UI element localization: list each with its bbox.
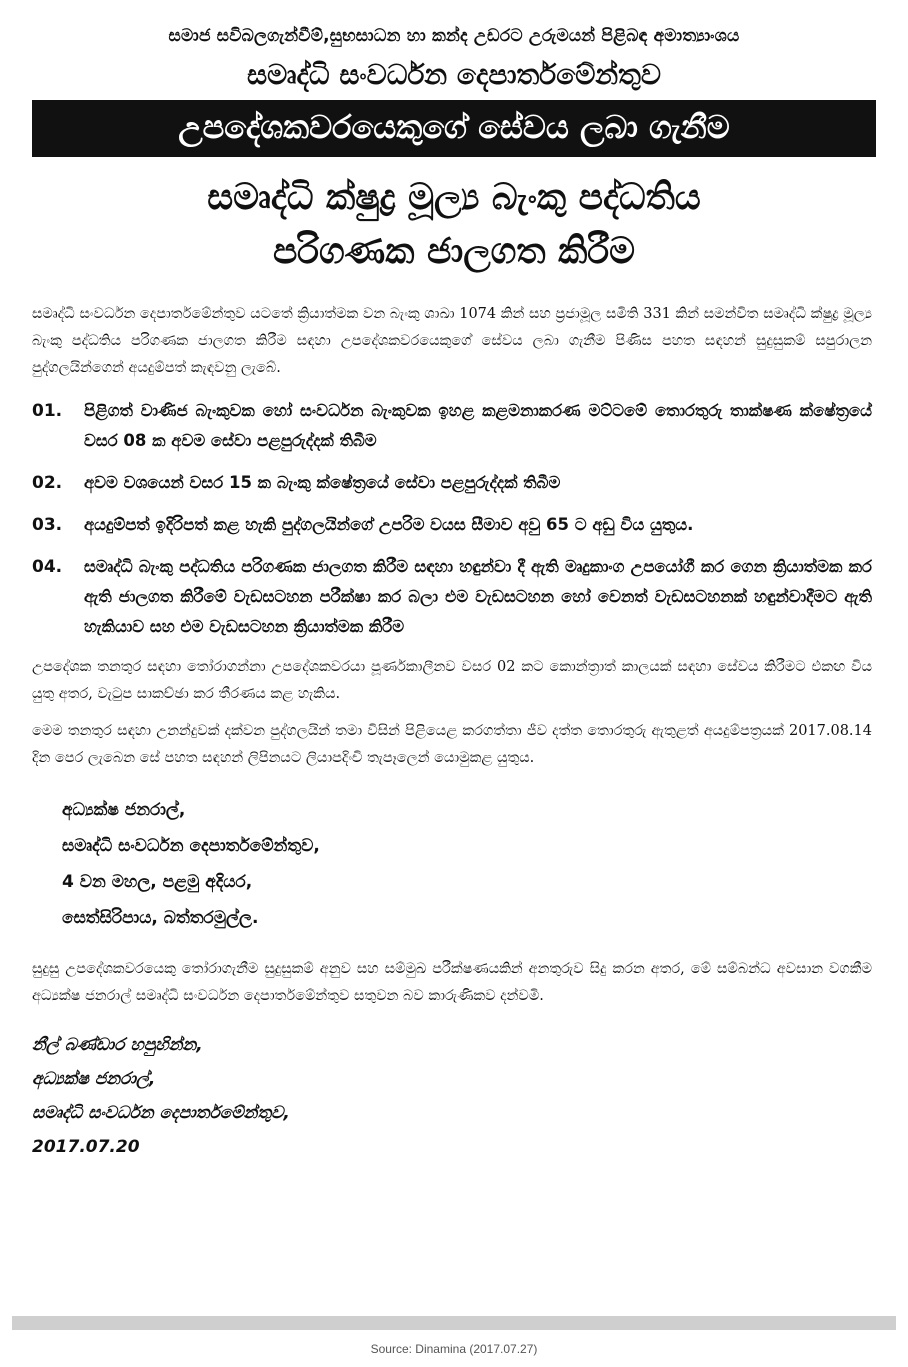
requirement-text: පිළිගත් වාණිජ බැංකුවක හෝ සංවර්ධන බැංකුවක ඉහළ කළමනාකරණ මට්ටමේ තොරතුරු තාක්ෂණ ක්ෂේත්‍රයේ වසර 08 ක අවම සේවා පළපුරුද්දක් තිබීම <box>84 401 872 450</box>
closing-paragraph: සුදුසු උපදේශකවරයෙකු තෝරාගැනීම සුදුසුකම් අනුව සහ සම්මුඛ පරීක්ෂණයකින් අනතුරුව සිදු කරන අතර, මේ සම්බන්ධ අවසාන වගකීම අධ්‍යක්ෂ ජනරාල් සමෘද්ධි සංවර්ධන දෙපාර්තමේන්තුව සතුවන බව කාරුණිකව දන්වමි. <box>32 961 872 1004</box>
department-title: සමෘද්ධි සංවර්ධන දෙපාර්තමේන්තුව <box>246 58 662 91</box>
requirement-number: 03. <box>32 515 63 535</box>
signature-date: 2017.07.20 <box>32 1137 140 1157</box>
title-line-2: පරිගණක ජාලගත කිරීම <box>272 231 636 272</box>
requirement-item <box>32 552 872 642</box>
requirement-text: අවම වශයෙන් වසර 15 ක බැංකු ක්ෂේත්‍රයේ සේවා පළපුරුද්දක් තිබීම <box>84 473 561 492</box>
address-line: සමෘද්ධි සංවර්ධන දෙපාර්තමේන්තුව, <box>62 836 320 856</box>
postal-address <box>62 792 896 936</box>
requirement-number: 04. <box>32 557 63 577</box>
requirement-number: 01. <box>32 401 63 421</box>
requirement-text: අයදුම්පත් ඉදිරිපත් කළ හැකි පුද්ගලයින්ගේ උපරිම වයස සීමාව අවු 65 ට අඩු විය යුතුය. <box>84 515 694 534</box>
requirements-list <box>32 396 872 642</box>
main-title <box>12 171 896 279</box>
application-paragraph: මෙම තනතුර සඳහා උනන්දුවක් දක්වන පුද්ගලයින් තමා විසින් පිළියෙළ කරගත්තා ජීව දත්ත තොරතුරු ඇතුළත් අයදුම්පත්‍රයක් 2017.08.14 දින පෙර ලැබෙන සේ පහත සඳහන් ලිපිනයට ලියාපදිංචි තැපෑලෙන් යොමුකළ යුතුය. <box>32 723 872 766</box>
title-line-1: සමෘද්ධි ක්ෂුද්‍ර මූල්‍ය බැංකු පද්ධතිය <box>207 177 701 218</box>
advertisement-page <box>12 10 896 1310</box>
intro-paragraph: සමෘද්ධි සංවර්ධන දෙපාර්තමේන්තුව යටතේ ක්‍රියාත්මක වන බැංකු ශාඛා 1074 කින් සහ ප්‍රජාමූල සමිති 331 කින් සමන්විත සමෘද්ධි ක්ෂුද්‍ර මූල්‍ය බැංකු පද්ධතිය පරිගණක ජාලගත කිරීම සඳහා උපදේශකවරයෙකුගේ සේවය ලබා ගැනීම පිණිස පහත සඳහන් සුදුසුකම් සපුරාලන පුද්ගලයින්ගෙන් අයදුම්පත් කැඳවනු ලැබේ. <box>32 306 872 376</box>
requirement-item <box>32 396 872 456</box>
address-line: අධ්‍යක්ෂ ජනරාල්, <box>62 800 186 820</box>
requirement-number: 02. <box>32 473 63 493</box>
signatory-name: නීල් බණ්ඩාර හපුහින්න, <box>32 1035 203 1055</box>
vacancy-banner: උපදේශකවරයෙකුගේ සේවය ලබා ගැනීම <box>32 100 876 157</box>
requirement-text: සමෘද්ධි බැංකු පද්ධතිය පරිගණක ජාලගත කිරීම සඳහා හඳුන්වා දී ඇති මෘදුකාංග උපයෝගී කර ගෙන ක්‍රියාත්මක කර ඇති ජාලගත කිරීමේ වැඩසටහන පරීක්ෂා කර බලා එම වැඩසටහන හෝ වෙනත් වැඩසටහනක් හඳුන්වාදීමට ඇති හැකියාව සහ එම වැඩසටහන ක්‍රියාත්මක කිරීම <box>84 557 872 636</box>
source-caption: Source: Dinamina (2017.07.27) <box>370 1342 538 1356</box>
ministry-name: සමාජ සවිබලගැන්වීම්,සුභසාධන හා කන්ද උඩරට උරුමයන් පිළිබඳ අමාත්‍යාංශය <box>168 26 740 46</box>
address-line: සෙත්සිරිපාය, බත්තරමුල්ල. <box>62 908 259 928</box>
signatory-department: සමෘද්ධි සංවර්ධන දෙපාර්තමේන්තුව, <box>32 1103 290 1123</box>
requirement-item <box>32 510 872 540</box>
signature-block <box>32 1028 896 1164</box>
address-line: 4 වන මහල, පළමු අදියර, <box>62 872 253 892</box>
contract-paragraph: උපදේශක තනතුර සඳහා තෝරාගන්නා උපදේශකවරයා පූර්ණකාලීනව වසර 02 කට කොන්ත්‍රාත් කාලයක් සඳහා සේවය කිරීමට එකඟ විය යුතු අතර, වැටුප සාකච්ඡා කර තීරණය කළ හැකිය. <box>32 659 872 702</box>
bottom-divider <box>12 1316 896 1330</box>
requirement-item <box>32 468 872 498</box>
signatory-title: අධ්‍යක්ෂ ජනරාල්, <box>32 1069 156 1089</box>
